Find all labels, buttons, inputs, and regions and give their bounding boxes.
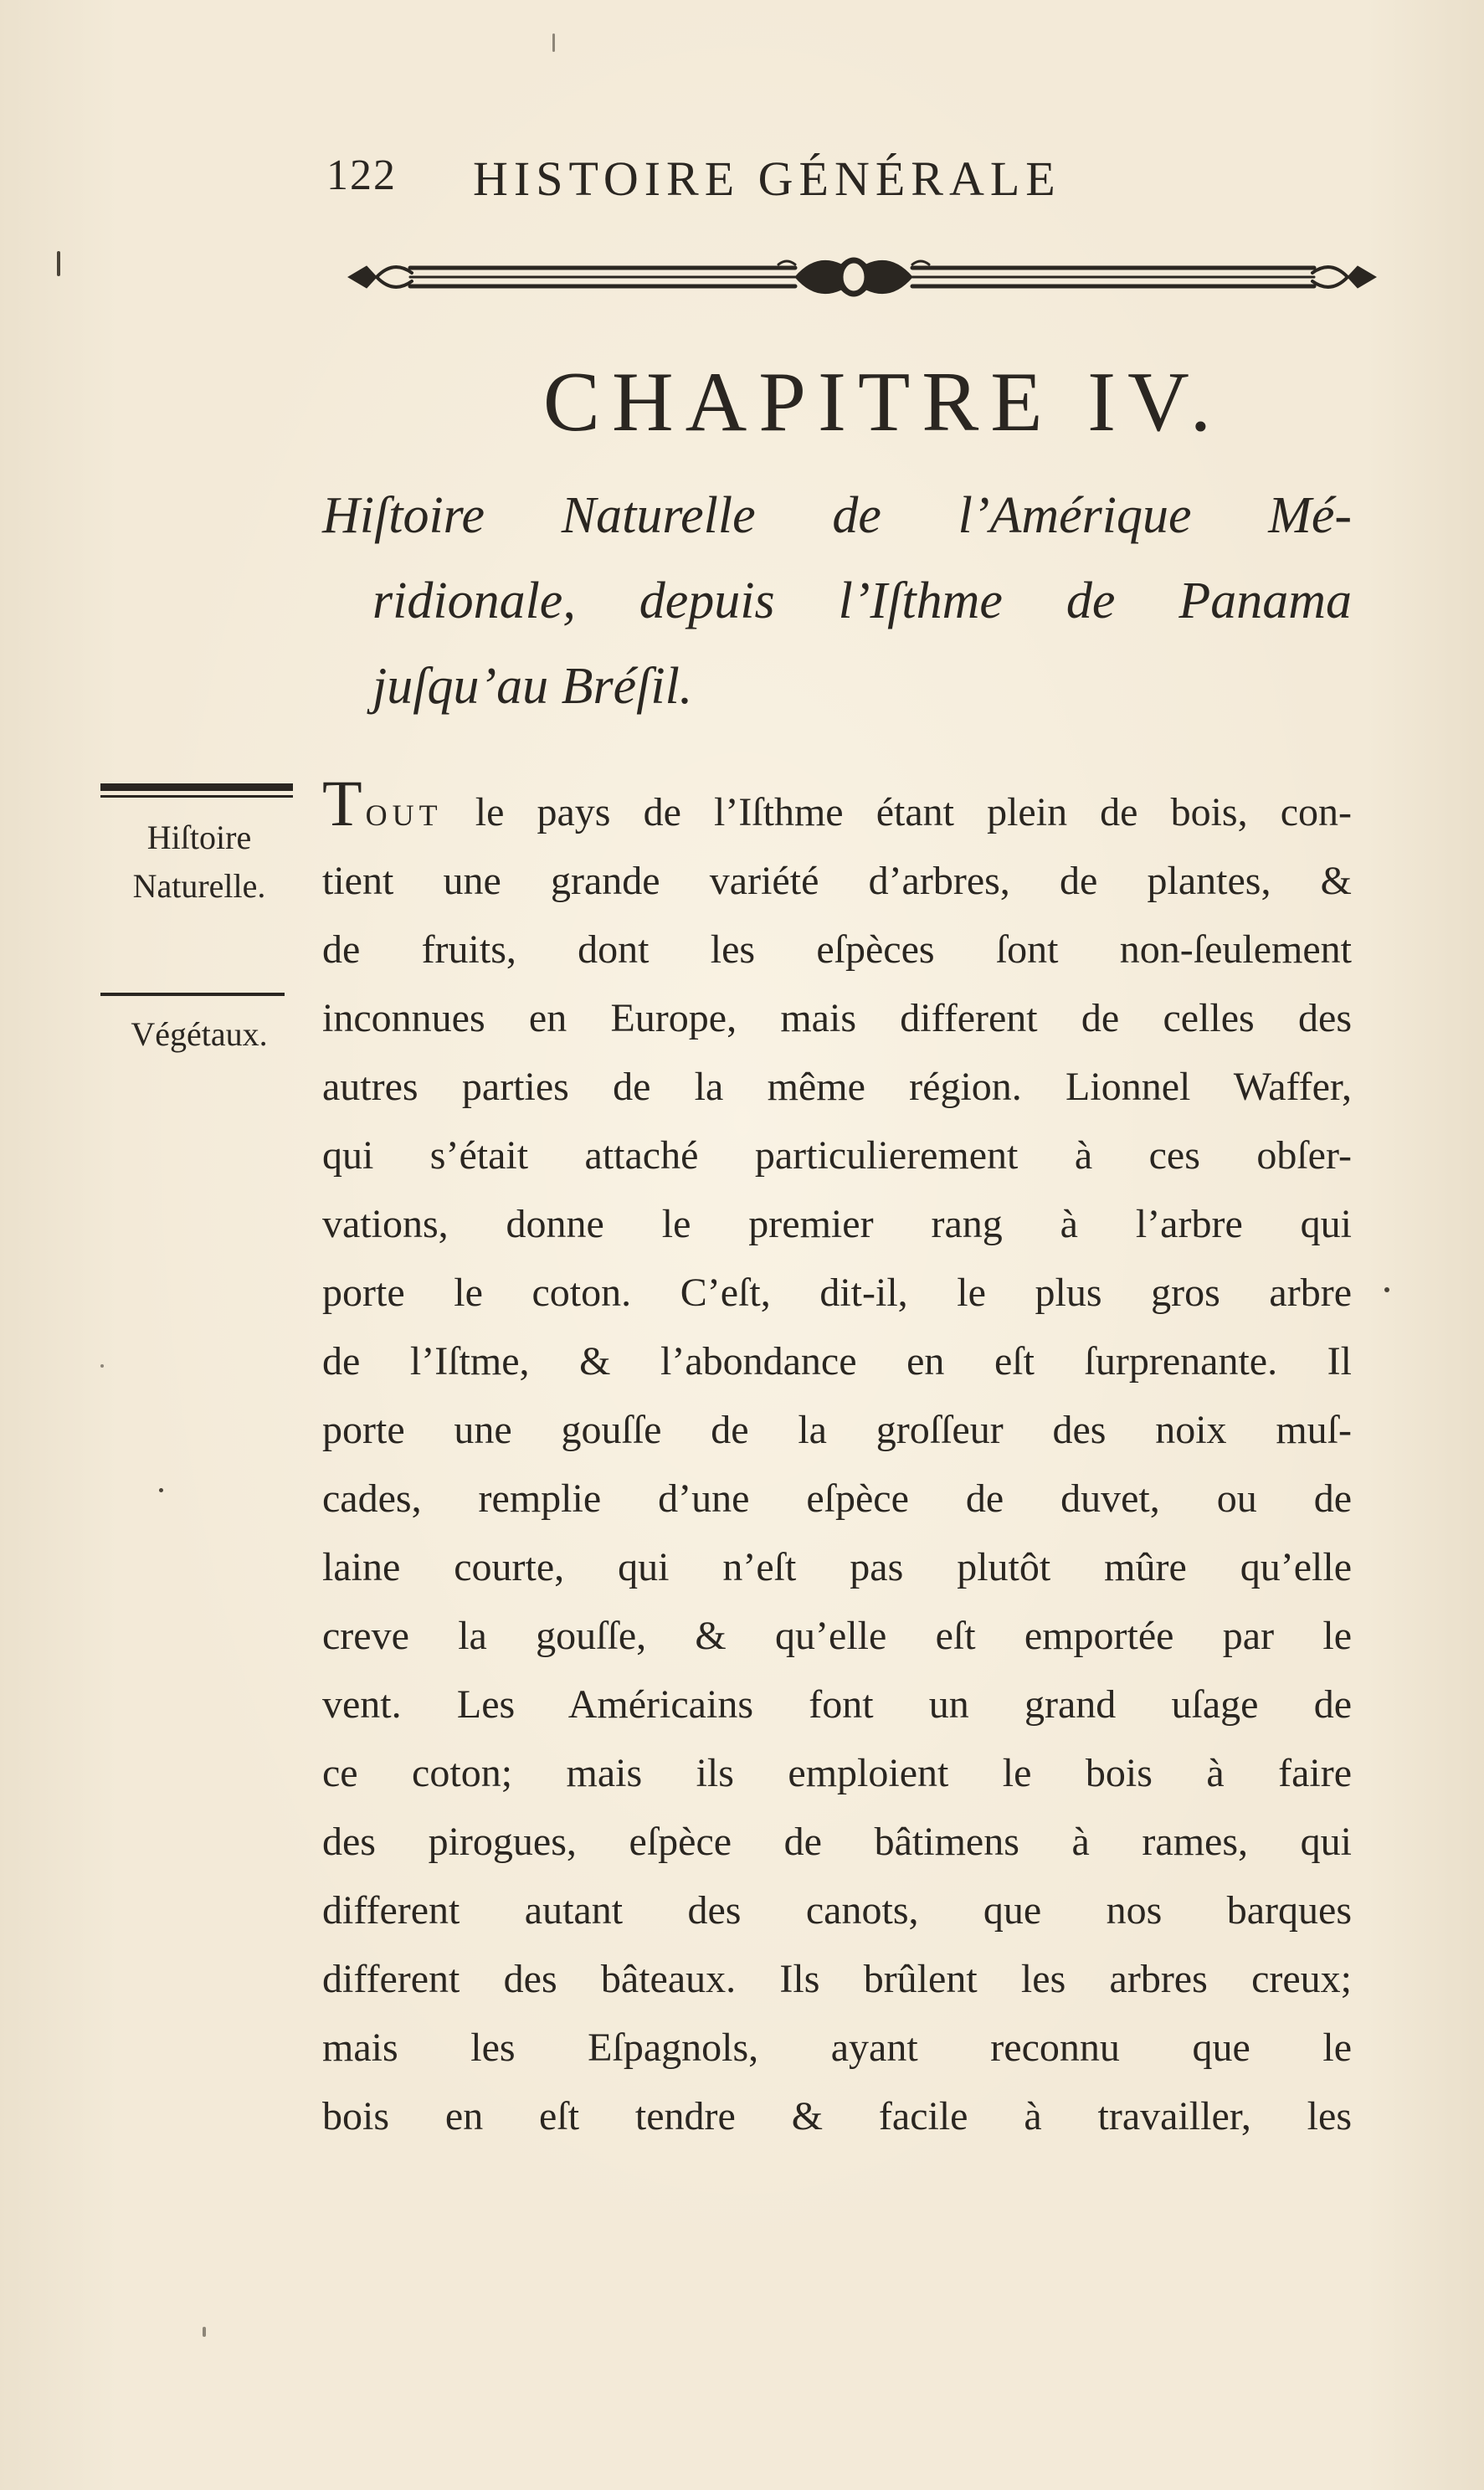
subtitle-line: Hiſtoire Naturelle de l’Amérique Mé- bbox=[322, 487, 1352, 544]
body-line: inconnues en Europe, mais different de celles des bbox=[322, 996, 1352, 1040]
page-header bbox=[326, 151, 1230, 209]
paper-speck bbox=[552, 33, 555, 52]
margin-note-vegetaux bbox=[99, 1013, 300, 1056]
body-line: qui s’était attaché particulierement à ces obſer- bbox=[322, 1133, 1352, 1178]
subtitle-line: ridionale, depuis l’Iſthme de Panama bbox=[372, 572, 1352, 629]
margin-rule bbox=[100, 993, 285, 996]
body-line: creve la gouſſe, & qu’elle eſt emportée par le bbox=[322, 1614, 1352, 1658]
paper-speck bbox=[1384, 1287, 1389, 1292]
margin-note-line: Naturelle. bbox=[132, 867, 266, 905]
body-text bbox=[322, 767, 1352, 2151]
margin-note-line: Hiſtoire bbox=[146, 819, 252, 856]
margin-rule bbox=[100, 783, 293, 791]
running-head: HISTOIRE GÉNÉRALE bbox=[473, 151, 1061, 206]
paper-speck bbox=[159, 1488, 163, 1492]
body-line: tient une grande variété d’arbres, de plantes, & bbox=[322, 859, 1352, 903]
margin-rule bbox=[100, 795, 293, 798]
body-line: autres parties de la même région. Lionnel Waffer, bbox=[322, 1065, 1352, 1109]
body-line: ce coton; mais ils emploient le bois à faire bbox=[322, 1751, 1352, 1795]
body-line-first bbox=[322, 767, 1352, 847]
body-line: porte une gouſſe de la groſſeur des noix muſ- bbox=[322, 1408, 1352, 1452]
chapter-subtitle bbox=[322, 473, 1352, 729]
body-line: porte le coton. C’eſt, dit-il, le plus gros arbre bbox=[322, 1271, 1352, 1315]
paper-speck bbox=[100, 1364, 104, 1368]
ornamental-rule-icon bbox=[343, 248, 1381, 306]
chapter-title: CHAPITRE IV. bbox=[542, 355, 1224, 449]
body-line: de fruits, dont les eſpèces ſont non-ſeulement bbox=[322, 927, 1352, 972]
body-line: vations, donne le premier rang à l’arbre qui bbox=[322, 1202, 1352, 1246]
body-line: des pirogues, eſpèce de bâtimens à rames, qui bbox=[322, 1820, 1352, 1864]
drop-cap: T bbox=[322, 767, 362, 839]
margin-note-line: Végétaux. bbox=[131, 1015, 268, 1053]
body-line: cades, remplie d’une eſpèce de duvet, ou de bbox=[322, 1476, 1352, 1521]
body-line: different des bâteaux. Ils brûlent les arbres creux; bbox=[322, 1957, 1352, 2001]
body-line: laine courte, qui n’eſt pas plutôt mûre qu’elle bbox=[322, 1545, 1352, 1589]
paper-speck bbox=[57, 251, 60, 276]
body-line: de l’Iſtme, & l’abondance en eſt ſurprenante. Il bbox=[322, 1339, 1352, 1384]
subtitle-line: juſqu’au Bréſil. bbox=[372, 658, 693, 715]
body-line: vent. Les Américains font un grand uſage de bbox=[322, 1682, 1352, 1727]
body-line: bois en eſt tendre & facile à travailler, les bbox=[322, 2094, 1352, 2138]
page-number: 122 bbox=[326, 151, 397, 199]
margin-note-histoire-naturelle bbox=[99, 816, 300, 908]
paper-speck bbox=[203, 2327, 206, 2337]
first-line-text: le pays de l’Iſthme étant plein de bois, con- bbox=[442, 790, 1352, 834]
body-line: different autant des canots, que nos barques bbox=[322, 1888, 1352, 1933]
body-line: mais les Eſpagnols, ayant reconnu que le bbox=[322, 2025, 1352, 2070]
small-caps: OUT bbox=[365, 798, 443, 832]
